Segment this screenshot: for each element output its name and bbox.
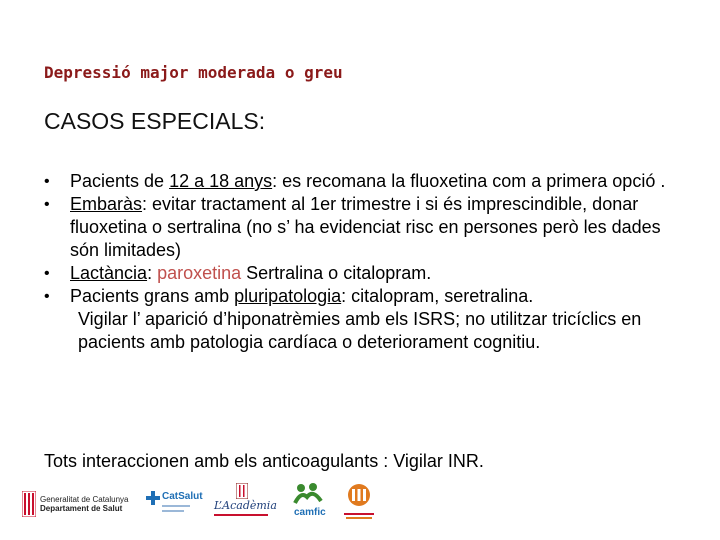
slide-subtitle: Depressió major moderada o greu	[44, 63, 343, 82]
academia-text: L’Acadèmia	[214, 499, 277, 512]
catsalut-cross-icon	[146, 491, 160, 505]
camfic-figures-icon	[293, 483, 323, 505]
catsalut-subline	[162, 505, 190, 507]
gencat-logo	[22, 483, 142, 523]
bullet-text-pre: Pacients de	[70, 171, 170, 191]
slide-footer-note: Tots interaccionen amb els anticoagulants : Vigilar INR.	[44, 451, 484, 471]
bullet-list	[44, 170, 684, 354]
bullet-underlined: pluripatologia	[234, 286, 342, 306]
orange-emblem-icon	[342, 483, 376, 511]
bullet-item	[44, 193, 684, 262]
academia-emblem-icon	[236, 483, 248, 499]
bullet-dot: •	[44, 173, 50, 190]
camfic-logo	[290, 483, 330, 523]
bullet-item	[44, 170, 684, 193]
bullet-text-pre: Pacients grans amb	[70, 286, 235, 306]
bullet-dot: •	[44, 196, 50, 213]
bullet-extra-text: Vigilar l’ aparició d’hiponatrèmies amb els ISRS; no utilitzar tricíclics en pacients amb patologia cardíaca o deteriorament cognitiu.	[78, 309, 642, 352]
bullet-underlined: Embaràs	[70, 194, 143, 214]
orange-society-logo	[340, 483, 380, 523]
orange-logo-subline	[344, 513, 374, 515]
bullet-highlight: paroxetina	[157, 263, 242, 283]
bullet-dot: •	[44, 288, 50, 305]
bullet-underlined: Lactància	[70, 263, 148, 283]
gencat-line2: Departament de Salut	[40, 504, 123, 513]
gencat-emblem-icon	[22, 491, 36, 517]
bullet-item	[44, 285, 684, 354]
camfic-text: camfic	[294, 507, 326, 518]
catsalut-subline	[162, 510, 184, 512]
logo-strip	[22, 483, 402, 523]
bullet-text-post: : citalopram, seretralina.	[341, 286, 534, 306]
bullet-dot: •	[44, 265, 50, 282]
bullet-colon: :	[147, 263, 158, 283]
academia-logo	[212, 483, 276, 523]
heading-colon: :	[258, 108, 266, 134]
slide-heading	[44, 108, 265, 135]
gencat-line1: Generalitat de Catalunya	[40, 495, 129, 504]
orange-logo-subline	[346, 517, 372, 519]
bullet-text-post: Sertralina o citalopram.	[241, 263, 432, 283]
bullet-underlined: 12 a 18 anys	[169, 171, 273, 191]
catsalut-text: CatSalut	[162, 491, 203, 502]
bullet-item	[44, 262, 684, 285]
catsalut-logo	[146, 483, 206, 523]
bullet-text-post: : es recomana la fluoxetina com a primera opció .	[272, 171, 666, 191]
academia-underline	[214, 514, 268, 516]
bullet-text-post: : evitar tractament al 1er trimestre i si és imprescindible, donar fluoxetina o sertralina (no s’ ha evidenciat risc en persones però les dades són limitades)	[70, 194, 661, 260]
heading-text: CASOS ESPECIALS	[44, 108, 259, 134]
